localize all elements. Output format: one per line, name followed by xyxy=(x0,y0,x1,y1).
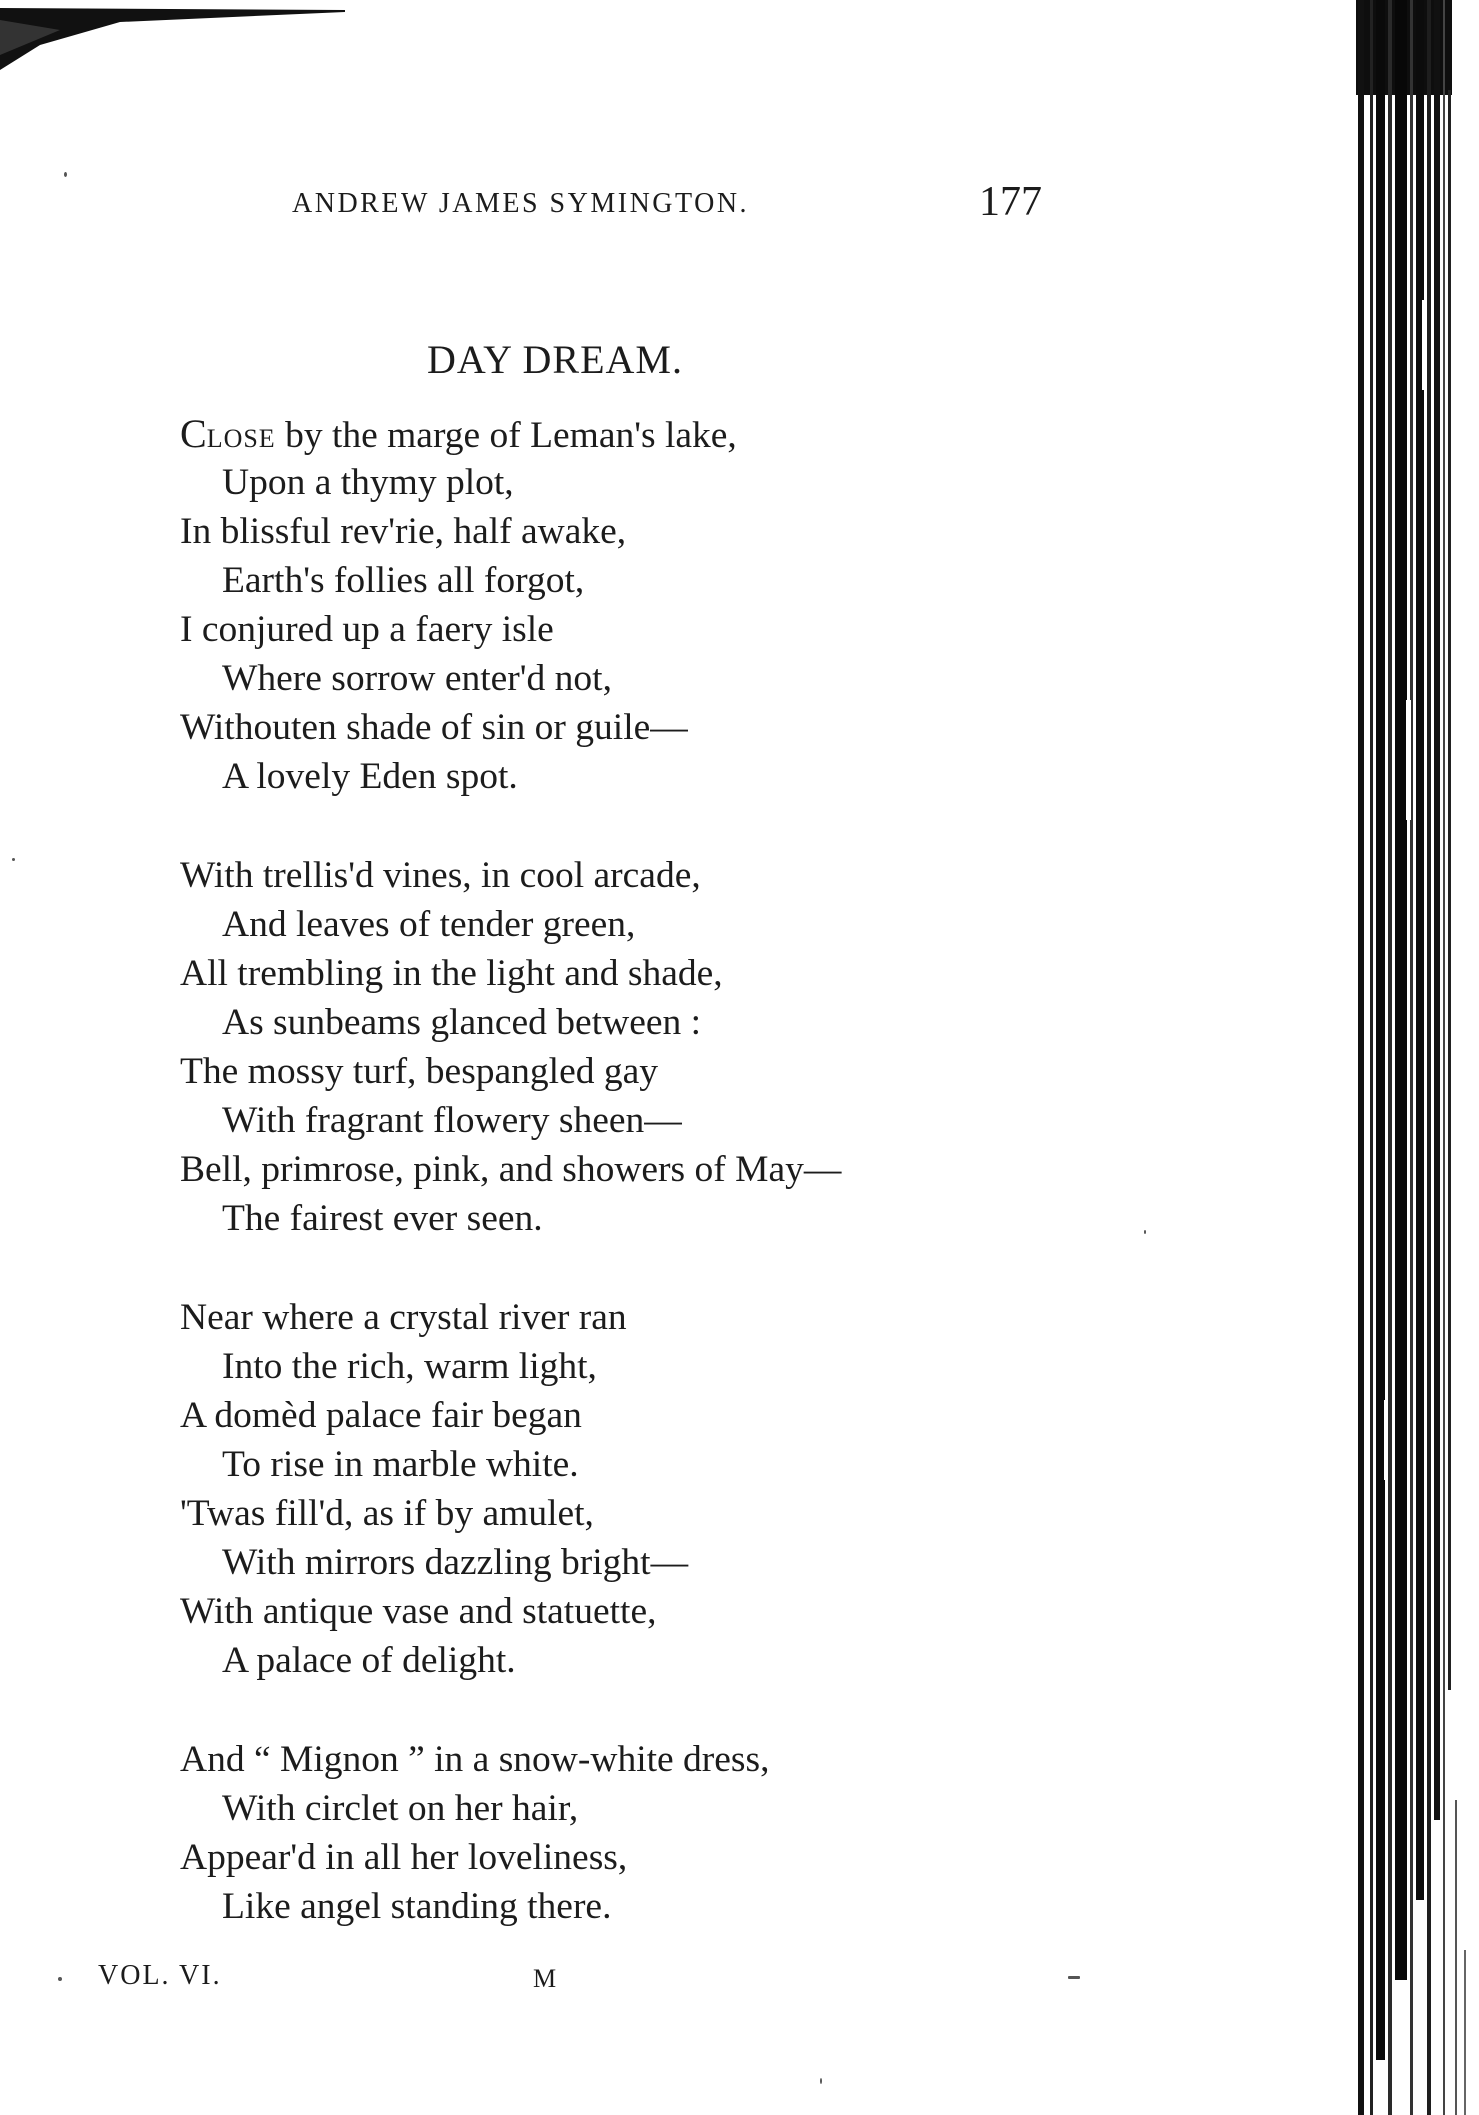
poem-line-text: With circlet on her hair, xyxy=(222,1788,579,1829)
page-footer xyxy=(98,1960,698,2000)
poem-line-text: Upon a thymy plot, xyxy=(222,462,514,503)
page-number: 177 xyxy=(979,179,1042,225)
poem-line-text: And “ Mignon ” in a snow-white dress, xyxy=(180,1739,770,1780)
scan-speck xyxy=(1144,1230,1146,1234)
poem-body xyxy=(180,409,1180,1981)
poem-line xyxy=(180,1833,1180,1882)
stanza xyxy=(180,1735,1180,1931)
poem-line-text: Like angel standing there. xyxy=(222,1886,612,1927)
poem-line xyxy=(180,752,1180,801)
poem-line xyxy=(180,900,1180,949)
poem-line-text: To rise in marble white. xyxy=(222,1444,579,1485)
poem-line-text: Bell, primrose, pink, and showers of May— xyxy=(180,1149,842,1190)
poem-line xyxy=(180,556,1180,605)
poem-line xyxy=(180,998,1180,1047)
scan-corner-smudge xyxy=(0,0,360,80)
poem-line xyxy=(180,949,1180,998)
poem-line-text: And leaves of tender green, xyxy=(222,904,636,945)
poem-line xyxy=(180,1145,1180,1194)
poem-line xyxy=(180,851,1180,900)
poem-line xyxy=(180,703,1180,752)
poem-line-text: Near where a crystal river ran xyxy=(180,1297,627,1338)
poem-line-text: With trellis'd vines, in cool arcade, xyxy=(180,855,701,896)
poem-line-text: The mossy turf, bespangled gay xyxy=(180,1051,659,1092)
poem-line xyxy=(180,1489,1180,1538)
poem-line xyxy=(180,458,1180,507)
small-caps-word: lose xyxy=(206,415,276,456)
poem-line-text: With antique vase and statuette, xyxy=(180,1591,657,1632)
scan-speck xyxy=(64,172,67,177)
poem-line-text: I conjured up a faery isle xyxy=(180,609,554,650)
poem-line xyxy=(180,1587,1180,1636)
poem-line xyxy=(180,1293,1180,1342)
signature-mark: M xyxy=(533,1964,557,1993)
poem-line-text: A lovely Eden spot. xyxy=(222,756,518,797)
poem-line xyxy=(180,409,1180,458)
poem-line-text: The fairest ever seen. xyxy=(222,1198,543,1239)
poem-line-text: As sunbeams glanced between : xyxy=(222,1002,702,1043)
poem-line-text: Appear'd in all her loveliness, xyxy=(180,1837,628,1878)
poem-line-text: by the marge of Leman's lake, xyxy=(275,415,737,456)
poem-line-text: Earth's follies all forgot, xyxy=(222,560,585,601)
poem-line xyxy=(180,1391,1180,1440)
poem-line xyxy=(180,1882,1180,1931)
poem-line-text: 'Twas fill'd, as if by amulet, xyxy=(180,1493,594,1534)
poem-line xyxy=(180,1440,1180,1489)
poem-line-text: With mirrors dazzling bright— xyxy=(222,1542,689,1583)
stanza xyxy=(180,409,1180,801)
poem-line xyxy=(180,1342,1180,1391)
poem-line xyxy=(180,1047,1180,1096)
poem-line xyxy=(180,507,1180,556)
poem-line-text: All trembling in the light and shade, xyxy=(180,953,723,994)
poem-line xyxy=(180,1784,1180,1833)
scan-speck xyxy=(12,858,15,861)
poem-line-text: In blissful rev'rie, half awake, xyxy=(180,511,627,552)
poem-title: DAY DREAM. xyxy=(427,337,683,382)
poem-line xyxy=(180,1735,1180,1784)
poem-line-text: With fragrant flowery sheen— xyxy=(222,1100,682,1141)
scan-speck xyxy=(58,1977,62,1981)
poem-line xyxy=(180,654,1180,703)
scan-binding-edge xyxy=(1318,0,1479,2115)
poem-line xyxy=(180,1096,1180,1145)
drop-initial: C xyxy=(180,411,207,456)
poem-line-text: Where sorrow enter'd not, xyxy=(222,658,612,699)
poem-line xyxy=(180,1636,1180,1685)
poem-line xyxy=(180,605,1180,654)
poem-line-text: A domèd palace fair began xyxy=(180,1395,582,1436)
scan-speck xyxy=(1068,1976,1080,1979)
poem-line-text: Into the rich, warm light, xyxy=(222,1346,597,1387)
stanza xyxy=(180,1293,1180,1685)
running-header xyxy=(292,178,1042,228)
running-title: ANDREW JAMES SYMINGTON. xyxy=(292,188,750,219)
poem-line-text: Withouten shade of sin or guile— xyxy=(180,707,688,748)
poem-line xyxy=(180,1194,1180,1243)
stanza xyxy=(180,851,1180,1243)
volume-label: VOL. VI. xyxy=(98,1960,222,1991)
scan-speck xyxy=(820,2078,822,2084)
poem-line xyxy=(180,1538,1180,1587)
poem-line-text: A palace of delight. xyxy=(222,1640,516,1681)
